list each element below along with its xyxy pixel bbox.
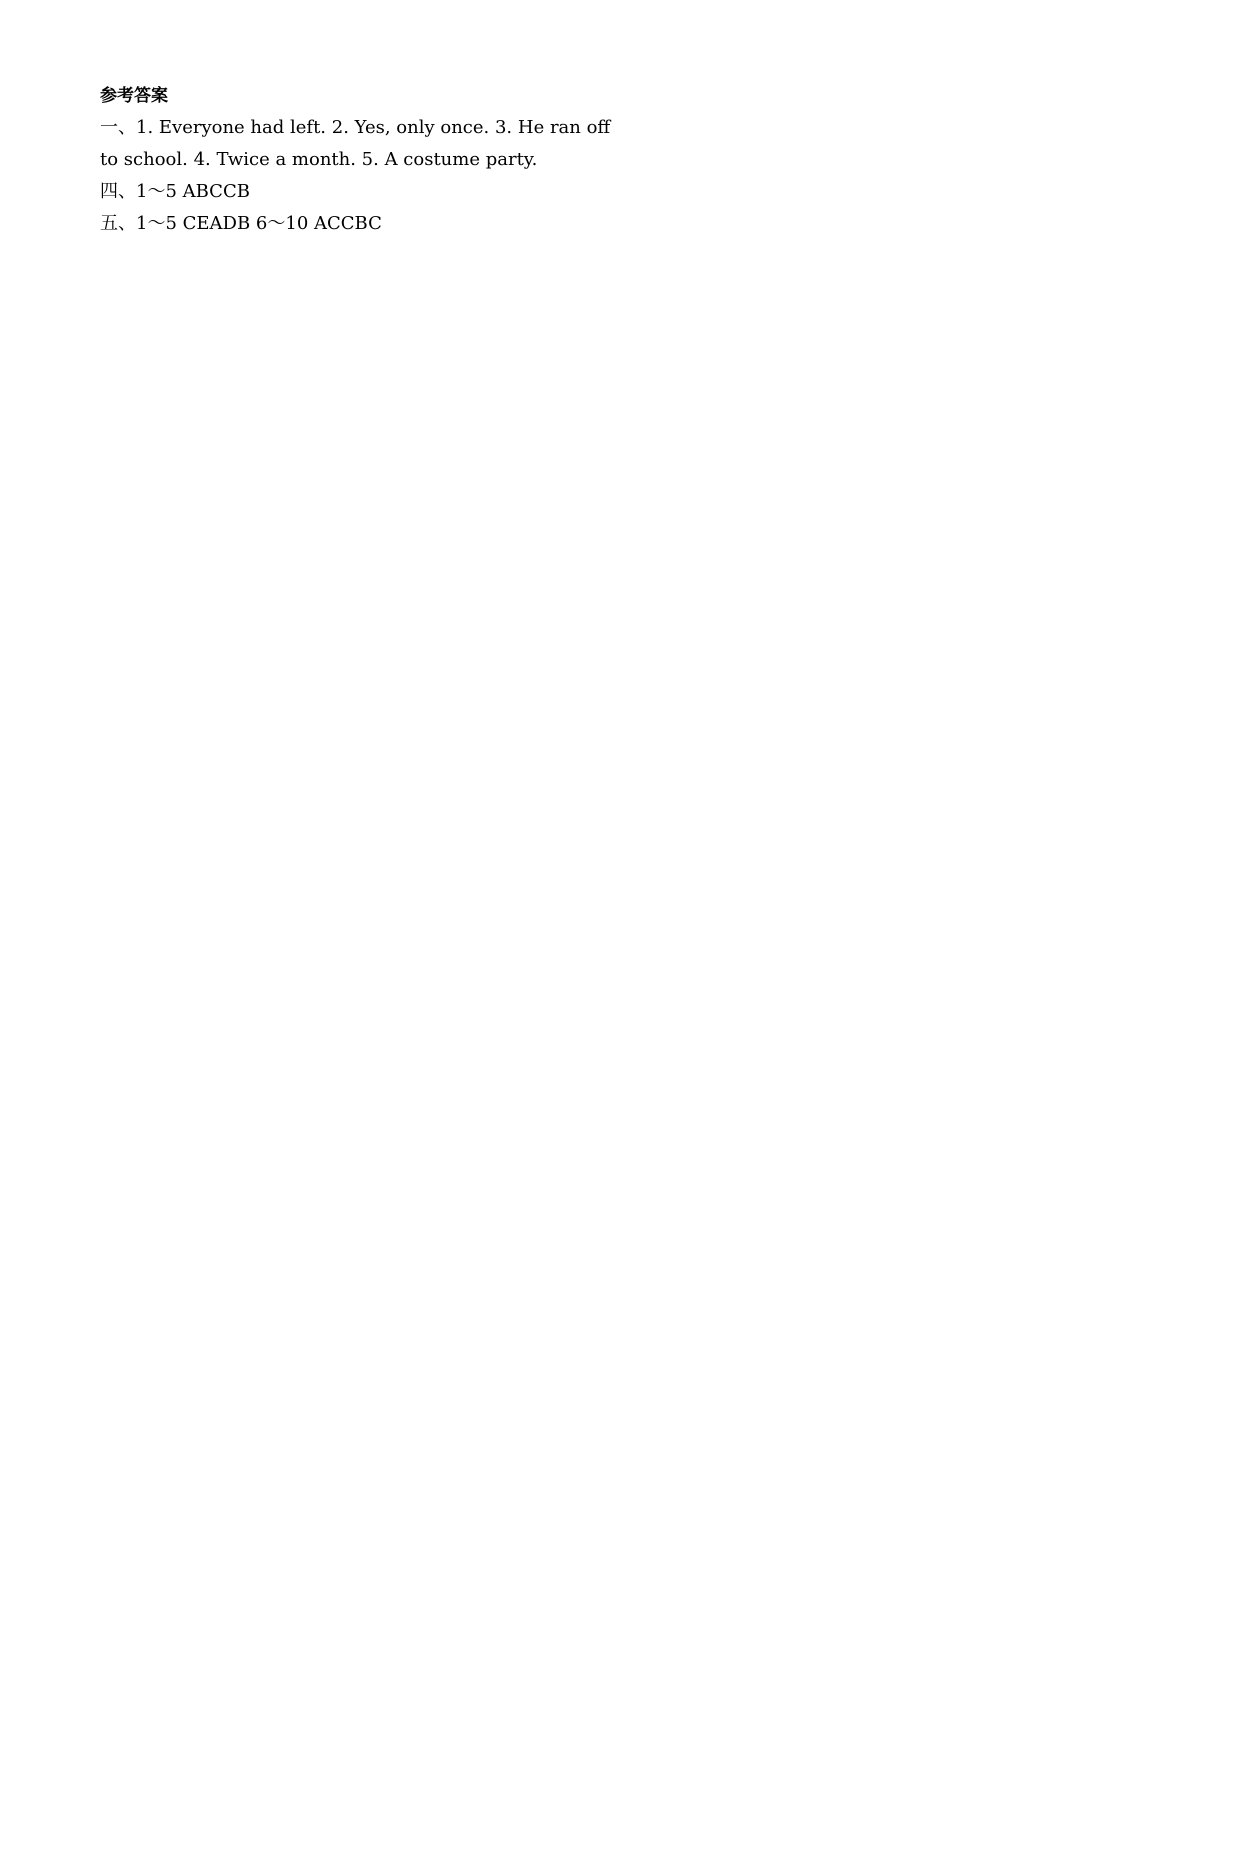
answer-line: 五、1～5 CEADB 6～10 ACCBC xyxy=(100,213,382,234)
answer-heading: 参考答案 xyxy=(100,86,168,106)
answer-line: 四、1～5 ABCCB xyxy=(100,181,250,202)
answer-line: 一、1. Everyone had left. 2. Yes, only once. 3. He ran off to school. 4. Twice a month. 5. A costume party. xyxy=(100,117,611,170)
answer-column xyxy=(100,80,620,240)
